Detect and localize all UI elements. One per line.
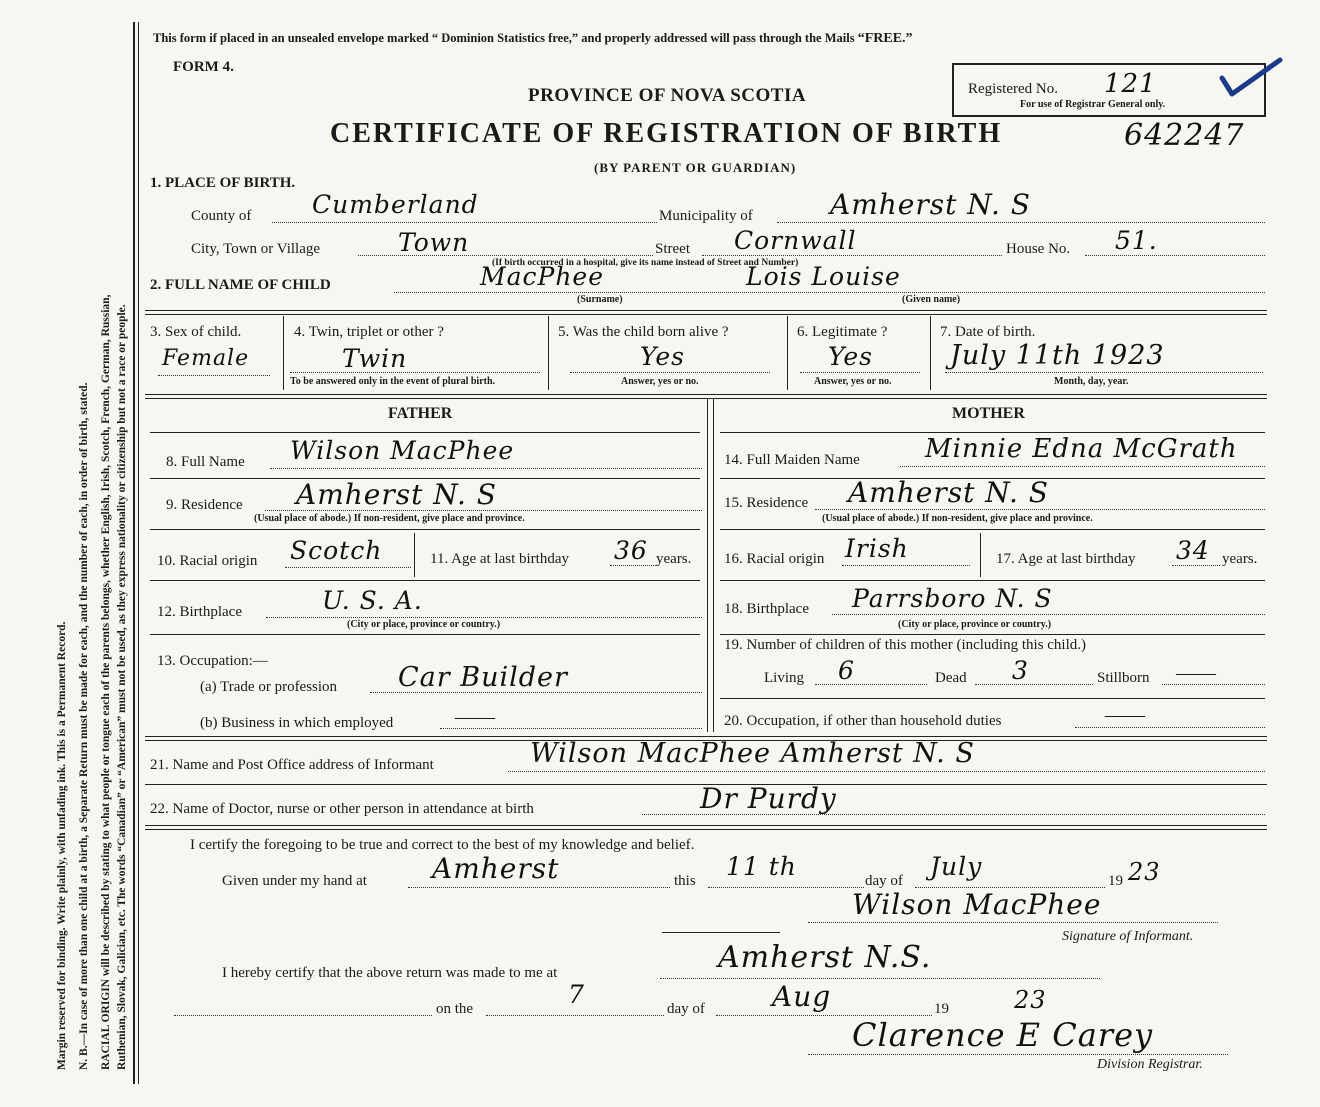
child-name-line <box>394 292 1265 293</box>
father-business-label: (b) Business in which employed <box>200 715 394 731</box>
mother-occupation-value: —— <box>1105 704 1145 726</box>
child-name-label: 2. FULL NAME OF CHILD <box>150 277 331 293</box>
informant-signature-line <box>808 922 1218 923</box>
given-day-value: 11 th <box>726 852 797 881</box>
mother-rule-4 <box>720 634 1265 635</box>
on-the-label: on the <box>436 1001 474 1017</box>
section-rule-5 <box>145 825 1267 830</box>
margin-note-racial-origin-cont: Ruthenian, Slovak, Galician, etc. The words “Canadian” or “American” must not be used, as they express nationality or citizenship but not a race or people. <box>116 304 128 1070</box>
stillborn-label: Stillborn <box>1097 670 1150 686</box>
mother-age-line <box>1172 565 1220 566</box>
child-given-name: Lois Louise <box>746 262 901 291</box>
dob-line <box>945 372 1263 373</box>
father-age-line <box>610 565 656 566</box>
mother-race-divider <box>980 533 981 577</box>
father-trade-label: (a) Trade or profession <box>200 679 338 695</box>
mother-rule-0 <box>720 432 1265 433</box>
living-label: Living <box>764 670 804 686</box>
house-label: House No. <box>1006 241 1071 257</box>
registrar-signature-line <box>808 1054 1228 1055</box>
legitimate-value: Yes <box>828 342 873 371</box>
facts-divider-1 <box>283 316 284 390</box>
section-rule-1 <box>145 310 1267 315</box>
registrar-left-line <box>174 1015 432 1016</box>
father-birthplace-note: (City or place, province or country.) <box>347 619 501 630</box>
given-place-value: Amherst <box>432 852 560 885</box>
alive-value: Yes <box>640 342 685 371</box>
alive-label: 5. Was the child born alive ? <box>558 324 729 340</box>
mail-notice: This form if placed in an unsealed envelope marked “ Dominion Statistics free,” and properly addressed will pass through the Mails “FREE.” <box>153 31 913 46</box>
alive-note: Answer, yes or no. <box>621 376 699 387</box>
year-prefix: 19 <box>1108 873 1123 889</box>
hospital-note: (If birth occurred in a hospital, give its name instead of Street and Number) <box>492 258 799 268</box>
margin-rule <box>133 22 135 1084</box>
stillborn-value: —— <box>1176 662 1216 684</box>
twin-value: Twin <box>342 344 408 373</box>
father-birthplace-value: U. S. A. <box>322 586 423 615</box>
municipality-value: Amherst N. S <box>830 188 1031 221</box>
street-label: Street <box>655 241 690 257</box>
father-name-label: 8. Full Name <box>166 454 245 470</box>
father-name-value: Wilson MacPhee <box>290 436 515 465</box>
margin-note-multiple-births: N. B.—In case of more than one child at a birth, a Separate Return must be made for each, and the number of each, in order of birth, stated. <box>78 382 90 1070</box>
day-of-label: day of <box>865 873 903 889</box>
father-birthplace-label: 12. Birthplace <box>157 604 242 620</box>
mother-rule-2 <box>720 529 1265 530</box>
this-label: this <box>674 873 696 889</box>
mother-race-label: 16. Racial origin <box>724 551 825 567</box>
registrar-note: For use of Registrar General only. <box>1020 99 1166 110</box>
given-year-value: 23 <box>1128 858 1161 886</box>
signature-caption: Signature of Informant. <box>1062 929 1194 944</box>
informant-signature: Wilson MacPhee <box>852 888 1102 921</box>
mother-years-label: years. <box>1222 551 1258 567</box>
father-birthplace-line <box>266 617 702 618</box>
mother-name-label: 14. Full Maiden Name <box>724 452 860 468</box>
sex-label: 3. Sex of child. <box>150 324 242 340</box>
father-name-line <box>270 468 702 469</box>
father-race-line <box>285 567 411 568</box>
margin-rule-inner <box>138 22 139 1084</box>
registrar-signature: Clarence E Carey <box>852 1016 1154 1054</box>
city-value: Town <box>398 228 470 257</box>
margin-note-racial-origin: RACIAL ORIGIN will be described by stating to what people or tongue each of the parents belongs, whether English, Irish, Scotch, French, German, Russian, <box>100 294 112 1070</box>
children-count-label: 19. Number of children of this mother (including this child.) <box>724 637 1087 653</box>
mother-rule-5 <box>720 698 1265 699</box>
registrar-caption: Division Registrar. <box>1097 1057 1203 1072</box>
doctor-label: 22. Name of Doctor, nurse or other person in attendance at birth <box>150 801 534 817</box>
county-label: County of <box>191 208 252 224</box>
registrar-place-value: Amherst N.S. <box>718 940 932 975</box>
facts-divider-2 <box>548 316 549 390</box>
father-rule-4 <box>150 634 700 635</box>
mother-name-value: Minnie Edna McGrath <box>925 434 1238 464</box>
city-label: City, Town or Village <box>191 241 321 257</box>
father-rule-0 <box>150 432 700 433</box>
father-race-value: Scotch <box>290 536 383 565</box>
dob-value: July 11th 1923 <box>950 340 1165 371</box>
registrar-place-line <box>660 978 1100 979</box>
registrar-day-of-label: day of <box>667 1001 705 1017</box>
municipality-line <box>777 222 1265 223</box>
mother-race-line <box>842 565 970 566</box>
alive-line <box>570 372 770 373</box>
father-trade-value: Car Builder <box>398 662 568 693</box>
legitimate-note: Answer, yes or no. <box>814 376 892 387</box>
twin-label: 4. Twin, triplet or other ? <box>294 324 444 340</box>
sex-value: Female <box>162 346 250 371</box>
mother-birthplace-value: Parrsboro N. S <box>852 584 1053 613</box>
given-place-line <box>408 887 670 888</box>
registrar-statement: I hereby certify that the above return was made to me at <box>222 965 558 981</box>
given-caption: (Given name) <box>902 294 961 305</box>
registrar-year-prefix: 19 <box>934 1001 949 1017</box>
street-line <box>702 255 1002 256</box>
living-line <box>815 684 927 685</box>
house-value: 51. <box>1115 226 1158 255</box>
mother-residence-value: Amherst N. S <box>848 476 1049 509</box>
county-value: Cumberland <box>312 190 479 219</box>
mother-occupation-label: 20. Occupation, if other than household duties <box>724 713 1002 729</box>
page-title: CERTIFICATE OF REGISTRATION OF BIRTH <box>330 118 1003 149</box>
mother-age-value: 34 <box>1176 536 1210 565</box>
father-abode-note: (Usual place of abode.) If non-resident, give place and province. <box>254 513 525 524</box>
certificate-number: 642247 <box>1124 118 1245 153</box>
living-value: 6 <box>838 656 855 685</box>
municipality-label: Municipality of <box>659 208 753 224</box>
mother-age-label: 17. Age at last birthday <box>996 551 1136 567</box>
check-mark-icon <box>1218 56 1286 100</box>
margin-note-binding: Margin reserved for binding. Write plainly, with unfading ink. This is a Permanent Record. <box>56 621 68 1070</box>
registered-number: 121 <box>1104 69 1157 99</box>
short-rule <box>662 932 780 933</box>
father-race-divider <box>414 533 415 577</box>
father-rule-3 <box>150 580 700 581</box>
sex-line <box>158 375 270 376</box>
surname-caption: (Surname) <box>577 294 623 305</box>
dead-label: Dead <box>935 670 967 686</box>
mother-residence-line <box>815 509 1265 510</box>
dead-value: 3 <box>1012 656 1029 685</box>
doctor-value: Dr Purdy <box>700 782 837 815</box>
house-line <box>1085 255 1265 256</box>
parents-divider <box>707 398 708 732</box>
mother-occupation-line <box>1075 727 1265 728</box>
mother-heading: MOTHER <box>952 405 1025 422</box>
father-rule-2 <box>150 529 700 530</box>
form-number: FORM 4. <box>173 59 234 75</box>
mother-birthplace-note: (City or place, province or country.) <box>898 619 1052 630</box>
child-surname: MacPhee <box>480 262 605 291</box>
dob-label: 7. Date of birth. <box>940 324 1036 340</box>
registrar-year-value: 23 <box>1014 986 1047 1014</box>
mother-name-line <box>900 466 1265 467</box>
section-rule-2 <box>145 394 1267 399</box>
father-years-label: years. <box>656 551 692 567</box>
given-month-value: July <box>930 852 983 881</box>
facts-divider-4 <box>930 316 931 390</box>
registrar-day-line <box>486 1015 664 1016</box>
legitimate-label: 6. Legitimate ? <box>797 324 888 340</box>
twin-note: To be answered only in the event of plural birth. <box>290 376 496 387</box>
father-age-value: 36 <box>614 536 648 565</box>
county-line <box>272 222 657 223</box>
mother-abode-note: (Usual place of abode.) If non-resident, give place and province. <box>822 513 1093 524</box>
given-under-label: Given under my hand at <box>222 873 367 889</box>
place-of-birth-heading: 1. PLACE OF BIRTH. <box>150 175 296 191</box>
legitimate-line <box>800 372 920 373</box>
registered-label: Registered No. <box>968 81 1058 97</box>
street-value: Cornwall <box>734 226 857 255</box>
father-occupation-label: 13. Occupation:— <box>157 653 268 669</box>
registrar-month-value: Aug <box>772 980 832 1013</box>
father-race-label: 10. Racial origin <box>157 553 258 569</box>
father-business-value: —— <box>455 706 495 728</box>
father-residence-label: 9. Residence <box>166 497 243 513</box>
dob-note: Month, day, year. <box>1054 376 1129 387</box>
father-heading: FATHER <box>388 405 453 422</box>
margin-notes <box>0 0 140 1107</box>
given-day-line <box>708 887 864 888</box>
mother-birthplace-line <box>832 614 1265 615</box>
facts-divider-3 <box>787 316 788 390</box>
certify-statement: I certify the foregoing to be true and correct to the best of my knowledge and belief. <box>190 837 695 853</box>
mother-residence-label: 15. Residence <box>724 495 809 511</box>
dead-line <box>975 684 1093 685</box>
parents-divider-inner <box>713 398 714 732</box>
informant-line <box>508 771 1265 772</box>
mother-rule-3 <box>720 580 1265 581</box>
page-subtitle: (BY PARENT OR GUARDIAN) <box>594 160 797 175</box>
father-age-label: 11. Age at last birthday <box>430 551 569 567</box>
registrar-day-value: 7 <box>568 980 585 1009</box>
father-residence-value: Amherst N. S <box>296 478 497 511</box>
mother-race-value: Irish <box>845 534 909 563</box>
twin-line <box>290 372 540 373</box>
mother-birthplace-label: 18. Birthplace <box>724 601 809 617</box>
province-heading: PROVINCE OF NOVA SCOTIA <box>528 85 807 106</box>
informant-label: 21. Name and Post Office address of Informant <box>150 757 434 773</box>
informant-value: Wilson MacPhee Amherst N. S <box>530 738 975 769</box>
